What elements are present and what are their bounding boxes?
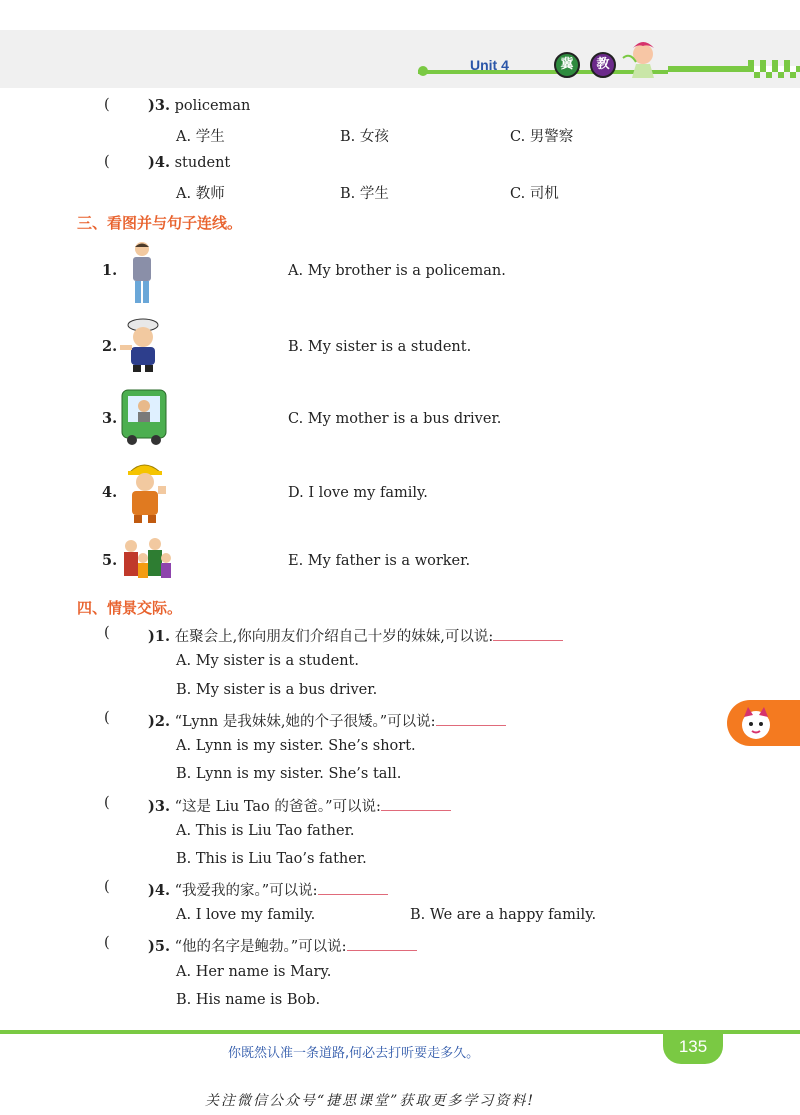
answer-paren: ( — [104, 154, 110, 170]
sentence-e: E. My father is a worker. — [288, 553, 471, 569]
option-b: B. We are a happy family. — [410, 907, 597, 923]
item-number: 4. — [102, 484, 118, 501]
option-a: A. 教师 — [176, 186, 225, 202]
answer-paren: ( — [104, 710, 110, 726]
question-4: )4. “我爱我的家。”可以说: — [148, 879, 388, 900]
option-b: B. My sister is a bus driver. — [176, 682, 378, 698]
option-b: B. 女孩 — [340, 129, 389, 145]
unit-label: Unit 4 — [470, 57, 509, 73]
question-2: )2. “Lynn 是我妹妹,她的个子很矮。”可以说: — [148, 710, 506, 731]
watermark-note: 关注微信公众号“捷思课堂”获取更多学习资料! — [205, 1093, 535, 1109]
answer-blank[interactable] — [347, 938, 417, 951]
fairy-illustration-icon — [618, 38, 668, 80]
question-4: )4. student — [148, 154, 231, 171]
item-number: 2. — [102, 338, 118, 355]
option-a: A. Her name is Mary. — [176, 964, 332, 980]
answer-paren: ( — [104, 795, 110, 811]
item-number: 1. — [102, 262, 118, 279]
badge-jiao: 教 — [590, 52, 616, 78]
section-title: 四、情景交际。 — [77, 599, 183, 617]
option-a: A. 学生 — [176, 129, 225, 145]
question-3: )3. “这是 Liu Tao 的爸爸。”可以说: — [148, 795, 451, 816]
option-b: B. His name is Bob. — [176, 992, 321, 1008]
policeman-icon — [118, 315, 168, 373]
footer-motto: 你既然认准一条道路,何必去打听要走多久。 — [228, 1046, 480, 1061]
option-a: A. Lynn is my sister. She’s short. — [176, 738, 416, 754]
item-number: 5. — [102, 552, 118, 569]
cartoon-mascot-icon — [736, 703, 776, 743]
family-icon — [119, 536, 175, 582]
answer-blank[interactable] — [493, 628, 563, 641]
question-1: )1. 在聚会上,你向朋友们介绍自己十岁的妹妹,可以说: — [148, 625, 563, 646]
sentence-c: C. My mother is a bus driver. — [288, 411, 502, 427]
item-number: 3. — [102, 410, 118, 427]
question-3: )3. policeman — [148, 97, 251, 114]
answer-paren: ( — [104, 625, 110, 641]
sentence-b: B. My sister is a student. — [288, 339, 472, 355]
option-c: C. 司机 — [510, 186, 559, 202]
answer-paren: ( — [104, 935, 110, 951]
answer-blank[interactable] — [381, 798, 451, 811]
answer-blank[interactable] — [318, 882, 388, 895]
badge-ji: 冀 — [554, 52, 580, 78]
bus-driver-icon — [120, 388, 168, 448]
answer-paren: ( — [104, 97, 110, 113]
sentence-d: D. I love my family. — [288, 485, 428, 501]
checker-decoration-icon — [668, 60, 800, 80]
worker-icon — [120, 458, 172, 524]
sentence-a: A. My brother is a policeman. — [288, 263, 506, 279]
student-boy-icon — [124, 240, 160, 306]
option-b: B. This is Liu Tao’s father. — [176, 851, 367, 867]
option-a: A. My sister is a student. — [176, 653, 359, 669]
section-title: 三、看图并与句子连线。 — [77, 214, 243, 232]
option-b: B. 学生 — [340, 186, 389, 202]
option-a: A. This is Liu Tao father. — [176, 823, 355, 839]
option-a: A. I love my family. — [176, 907, 316, 923]
option-c: C. 男警察 — [510, 129, 574, 145]
question-5: )5. “他的名字是鲍勃。”可以说: — [148, 935, 417, 956]
answer-paren: ( — [104, 879, 110, 895]
answer-blank[interactable] — [436, 713, 506, 726]
page-number: 135 — [663, 1030, 723, 1064]
option-b: B. Lynn is my sister. She’s tall. — [176, 766, 402, 782]
header-dot — [418, 66, 428, 76]
